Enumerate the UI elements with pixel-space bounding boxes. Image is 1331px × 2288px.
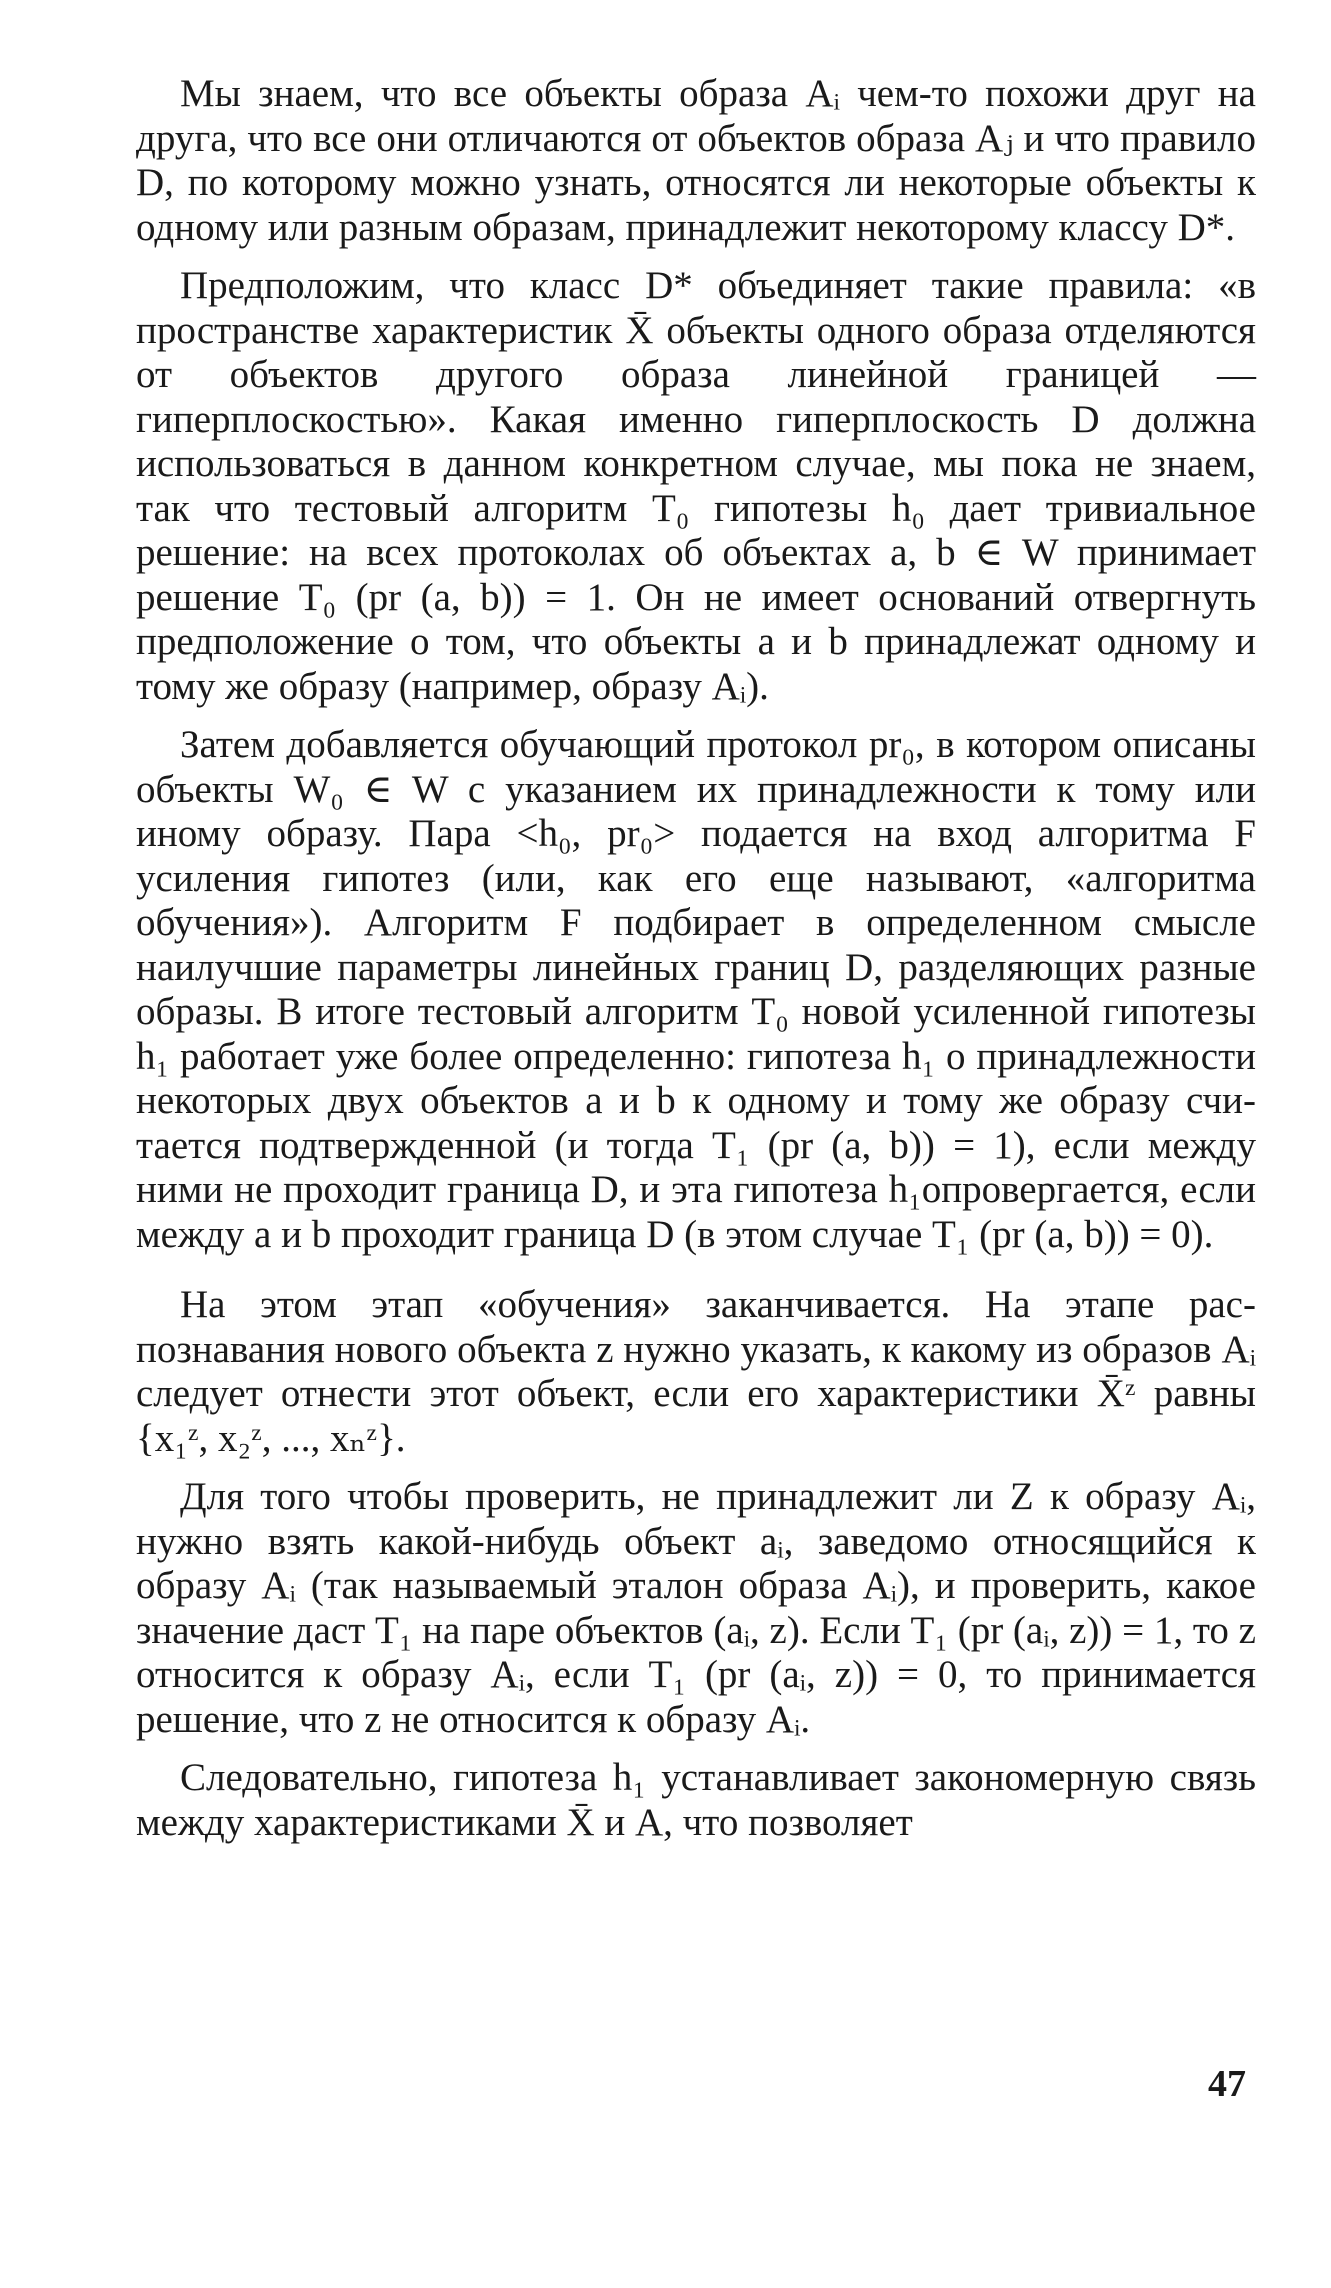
page-body [136, 72, 1256, 1845]
paragraph-4: На этом этап «обучения» заканчивается. На этапе распознавания нового объекта z нужно указать, к какому из образов Aᵢ следует отнести этот объект, если его характеристики X̄ᶻ равны {x₁ᶻ, x₂ᶻ, ..., xₙᶻ}. [136, 1283, 1256, 1460]
paragraph-2: Предположим, что класс D* объединяет такие правила: «в пространстве характеристик X̄ объекты одного образа отделяются от объектов другого образа линейной границей — гиперплоскостью». Какая именно гиперплоскость D должна использоваться в данном конкретном случае, мы пока не знаем, так что тестовый алгоритм T₀ гипотезы h₀ дает тривиальное решение: на всех протоколах об объектах a, b ∈ W принимает решение T₀ (pr (a, b)) = 1. Он не имеет оснований отвергнуть предположение о том, что объекты a и b принадлежат одному и тому же образу (например, образу Aᵢ). [136, 264, 1256, 708]
paragraph-5: Для того чтобы проверить, не принадлежит ли Z к образу Aᵢ, нужно взять какой-нибудь объект aᵢ, заведомо относящийся к образу Aᵢ (так называемый эталон образа Aᵢ), и проверить, какое значение даст T₁ на паре объектов (aᵢ, z). Если T₁ (pr (aᵢ, z)) = 1, то z относится к образу Aᵢ, если T₁ (pr (aᵢ, z)) = 0, то принимается решение, что z не относится к образу Aᵢ. [136, 1475, 1256, 1741]
page-number: 47 [1208, 2063, 1246, 2105]
paragraph-3: Затем добавляется обучающий протокол pr₀, в котором описаны объекты W₀ ∈ W с указанием их принадлежности к тому или иному образу. Пара <h₀, pr₀> подается на вход алгоритма F усиления гипотез (или, как его еще называют, «алгоритма обучения»). Алгоритм F подбирает в определенном смысле наилучшие параметры линейных границ D, разделяющих разные образы. В итоге тестовый алгоритм T₀ новой усиленной гипотезы h₁ работает уже более определенно: гипотеза h₁ о принадлежности некоторых двух объектов a и b к одному и тому же образу считается подтвержденной (и тогда T₁ (pr (a, b)) = 1), если между ними не проходит граница D, и эта гипотеза h₁опровергается, если между a и b проходит граница D (в этом случае T₁ (pr (a, b)) = 0). [136, 723, 1256, 1256]
paragraph-1: Мы знаем, что все объекты образа Aᵢ чем-то похожи друг на друга, что все они отличаются от объектов образа Aⱼ и что правило D, по которому можно узнать, относятся ли некоторые объекты к одному или разным образам, принадлежит некоторому классу D*. [136, 72, 1256, 249]
paragraph-6: Следовательно, гипотеза h₁ устанавливает закономерную связь между характеристиками X̄ и A, что позволяет [136, 1756, 1256, 1844]
